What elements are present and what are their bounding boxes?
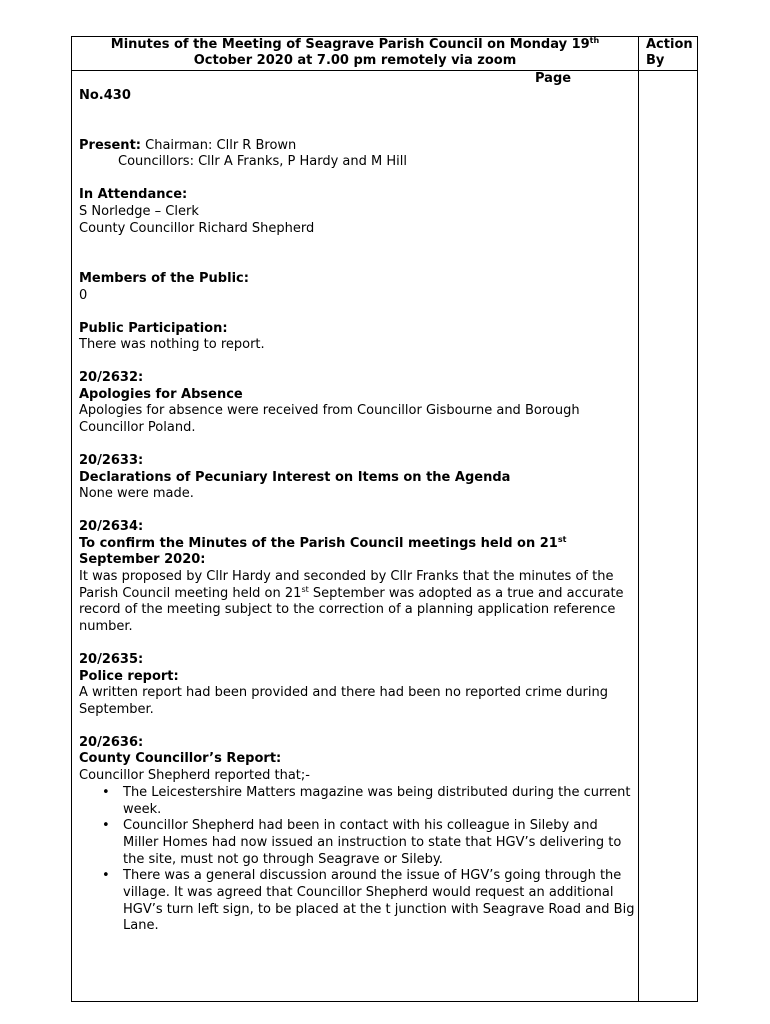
item-text-part: September was adopted as a true and accurate record of the meeting subject to the correction of a planning application reference number. (79, 585, 624, 635)
item-title: County Councillor’s Report: (79, 751, 282, 767)
title-superscript: th (589, 36, 600, 45)
item-intro: Councillor Shepherd reported that;- (79, 768, 310, 784)
item-text-superscript: st (301, 584, 309, 594)
item-title: Declarations of Pecuniary Interest on Items on the Agenda (79, 469, 511, 485)
item-ref: 20/2633: (79, 452, 144, 468)
list-item (79, 868, 635, 935)
item-ref: 20/2634: (79, 518, 144, 534)
bullet-text: There was a general discussion around the issue of HGV’s going through the village. It was agreed that Councillor Shepherd would request an additional HGV’s turn left sign, to be placed at the t junction with Seagrave Road and Big Lane. (123, 868, 635, 934)
title-line-2: October 2020 at 7.00 pm remotely via zoom (193, 53, 517, 68)
item-title (79, 536, 635, 569)
item-text (79, 569, 635, 636)
item-ref: 20/2635: (79, 651, 144, 667)
item-text-part: It was proposed by Cllr Hardy and seconded by Cllr Franks that the minutes of the Parish Council meeting held on 21 (79, 569, 614, 601)
page-number: No.430 (79, 88, 131, 103)
list-item (79, 818, 635, 868)
item-title: Apologies for Absence (79, 386, 243, 402)
item-title-part: To confirm the Minutes of the Parish Council meetings held on 21 (79, 535, 558, 551)
item-text: Apologies for absence were received from Councillor Gisbourne and Borough Councillor Poland. (79, 403, 580, 436)
public-count: 0 (79, 287, 88, 303)
minutes-body (79, 88, 635, 935)
item-text: None were made. (79, 486, 194, 502)
item-title: Police report: (79, 668, 179, 684)
attendance-line: S Norledge – Clerk (79, 203, 199, 219)
bullet-icon: • (102, 868, 110, 884)
item-title-part: September 2020: (79, 552, 206, 568)
title-line-1: Minutes of the Meeting of Seagrave Parish Council on Monday 19 (110, 37, 590, 52)
bullet-icon: • (102, 818, 110, 834)
item-text: A written report had been provided and there had been no reported crime during September. (79, 685, 609, 717)
present-section (79, 138, 635, 155)
bullet-icon: • (102, 784, 110, 800)
item-ref: 20/2632: (79, 370, 144, 386)
action-by-header: Action By (646, 37, 693, 68)
header-divider (71, 70, 698, 71)
list-item (79, 785, 635, 818)
present-heading: Present: (79, 137, 141, 153)
bullet-text: Councillor Shepherd had been in contact with his colleague in Sileby and Miller Homes had now issued an instruction to state that HGV’s delivering to the site, must not go through Seagrave or Sileby. (123, 818, 622, 867)
present-chairman: Chairman: Cllr R Brown (145, 137, 297, 153)
page-label: Page (535, 71, 572, 86)
public-heading: Members of the Public: (79, 271, 249, 287)
participation-heading: Public Participation: (79, 320, 228, 336)
item-title-superscript: st (557, 534, 567, 544)
participation-text: There was nothing to report. (79, 337, 265, 353)
bullet-text: The Leicestershire Matters magazine was being distributed during the current week. (123, 784, 631, 817)
present-councillors: Councillors: Cllr A Franks, P Hardy and M Hill (118, 154, 407, 170)
report-bullets (79, 785, 635, 935)
document-title (72, 37, 638, 69)
attendance-line: County Councillor Richard Shepherd (79, 220, 315, 236)
item-ref: 20/2636: (79, 734, 144, 750)
attendance-heading: In Attendance: (79, 187, 188, 203)
column-divider (638, 36, 639, 1002)
